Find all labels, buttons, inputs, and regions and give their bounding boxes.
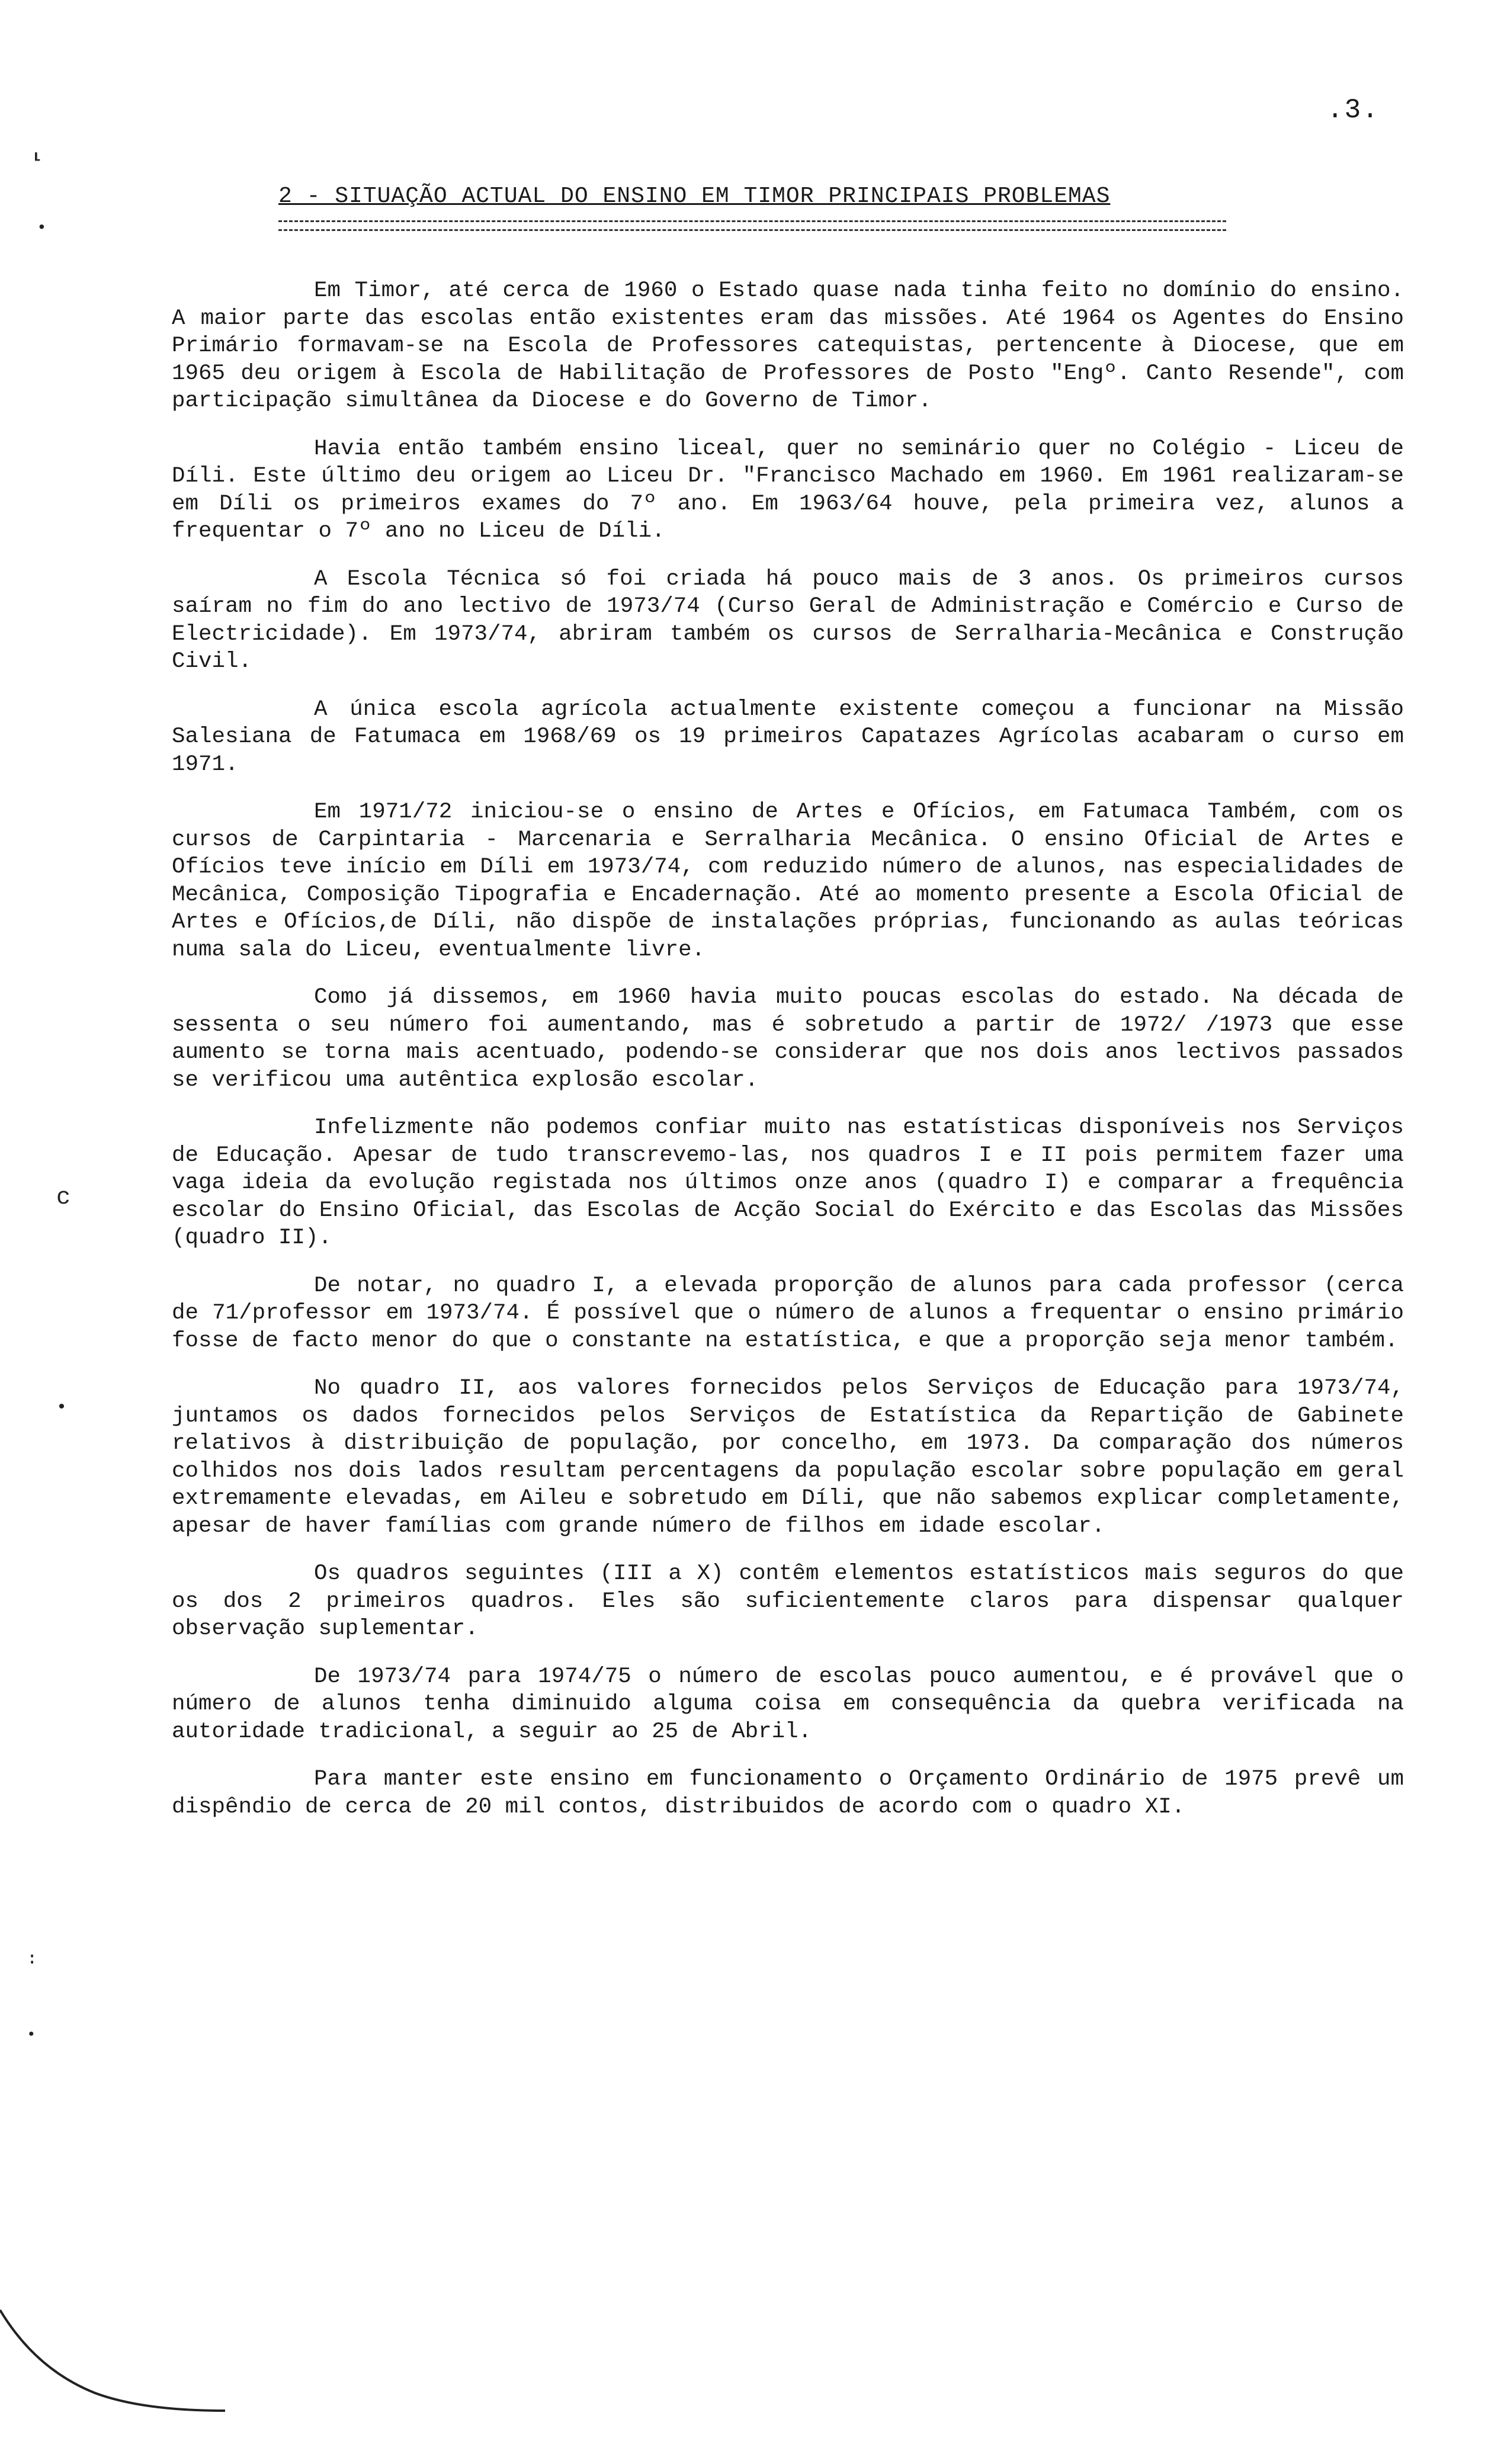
paragraph: No quadro II, aos valores fornecidos pelos Serviços de Educação para 1973/74, juntamos os dados fornecidos pelos Serviços de Estatística da Repartição de Gabinete relativos à distribuição de população, por concelho, em 1973. Da comparação dos números colhidos nos dois lados resultam percentagens da população escolar sobre população em geral extremamente elevadas, em Aileu e sobretudo em Díli, que não sabemos explicar completamente, apesar de haver famílias com grande número de filhos em idade escolar. bbox=[172, 1376, 1404, 1539]
page-number: .3. bbox=[1327, 95, 1380, 126]
heading-double-underline bbox=[278, 220, 1226, 231]
paragraph: Em 1971/72 iniciou-se o ensino de Artes e Ofícios, em Fatumaca Também, com os cursos de Carpintaria - Marcenaria e Serralharia Mecânica. O ensino Oficial de Artes e Ofícios teve início em Díli em 1973/74, com reduzido número de alunos, nas especialidades de Mecânica, Composição Tipografia e Encadernação. Até ao momento presente a Escola Oficial de Artes e Ofícios,de Díli, não dispõe de instalações próprias, funcionando as aulas teóricas numa sala do Liceu, eventualmente livre. bbox=[172, 800, 1404, 962]
margin-mark: c bbox=[56, 1185, 71, 1211]
paragraph: A única escola agrícola actualmente existente começou a funcionar na Missão Salesiana de Fatumaca em 1968/69 os 19 primeiros Capatazes Agrícolas acabaram o curso em 1971. bbox=[172, 697, 1404, 777]
paragraph: Havia então também ensino liceal, quer no seminário quer no Colégio - Liceu de Díli. Este último deu origem ao Liceu Dr. "Francisco Machado em 1960. Em 1961 realizaram-se em Díli os primeiros exames do 7º ano. Em 1963/64 houve, pela primeira vez, alunos a frequentar o 7º ano no Liceu de Díli. bbox=[172, 436, 1404, 544]
paragraph: De 1973/74 para 1974/75 o número de escolas pouco aumentou, e é provável que o número de alunos tenha diminuido alguma coisa em consequência da quebra verificada na autoridade tradicional, a seguir ao 25 de Abril. bbox=[172, 1664, 1404, 1744]
body-text bbox=[172, 277, 1404, 1841]
paragraph: Em Timor, até cerca de 1960 o Estado quase nada tinha feito no domínio do ensino. A maior parte das escolas então existentes eram das missões. Até 1964 os Agentes do Ensino Primário formavam-se na Escola de Professores catequistas, pertencente à Diocese, que em 1965 deu origem à Escola de Habilitação de Professores de Posto "Engº. Canto Resende", com participação simultânea da Diocese e do Governo de Timor. bbox=[172, 278, 1404, 413]
paragraph: Infelizmente não podemos confiar muito nas estatísticas disponíveis nos Serviços de Educação. Apesar de tudo transcrevemo-las, nos quadros I e II pois permitem fazer uma vaga ideia da evolução registada nos últimos onze anos (quadro I) e comparar a frequência escolar do Ensino Oficial, das Escolas de Acção Social do Exército e das Escolas das Missões (quadro II). bbox=[172, 1115, 1404, 1250]
paragraph: Para manter este ensino em funcionamento o Orçamento Ordinário de 1975 prevê um dispêndio de cerca de 20 mil contos, distribuidos de acordo com o quadro XI. bbox=[172, 1767, 1404, 1820]
margin-mark: ∶ bbox=[27, 1950, 38, 1971]
paragraph: A Escola Técnica só foi criada há pouco mais de 3 anos. Os primeiros cursos saíram no fim do ano lectivo de 1973/74 (Curso Geral de Administração e Comércio e Curso de Electricidade). Em 1973/74, abriram também os cursos de Serralharia-Mecânica e Construção Civil. bbox=[172, 566, 1404, 674]
paragraph: Como já dissemos, em 1960 havia muito poucas escolas do estado. Na década de sessenta o seu número foi aumentando, mas é sobretudo a partir de 1972/ /1973 que esse aumento se torna mais acentuado, podendo-se considerar que nos dois anos lectivos passados se verificou uma autêntica explosão escolar. bbox=[172, 985, 1404, 1093]
paragraph: Os quadros seguintes (III a X) contêm elementos estatísticos mais seguros do que os dos 2 primeiros quadros. Eles são suficientemente claros para dispensar qualquer observação suplementar. bbox=[172, 1561, 1404, 1641]
scan-edge-curve bbox=[0, 2298, 237, 2464]
margin-mark: • bbox=[56, 1398, 68, 1418]
section-heading bbox=[278, 184, 1110, 209]
paragraph: De notar, no quadro I, a elevada proporção de alunos para cada professor (cerca de 71/professor em 1973/74. É possível que o número de alunos a frequentar o ensino primário fosse de facto menor do que o constante na estatística, e que a proporção seja menor também. bbox=[172, 1273, 1404, 1353]
section-heading-text: 2 - SITUAÇÃO ACTUAL DO ENSINO EM TIMOR PRINCIPAIS PROBLEMAS bbox=[278, 184, 1111, 209]
margin-mark: ⸤ bbox=[30, 139, 44, 165]
margin-mark: • bbox=[27, 2026, 36, 2043]
margin-mark: • bbox=[37, 219, 47, 238]
